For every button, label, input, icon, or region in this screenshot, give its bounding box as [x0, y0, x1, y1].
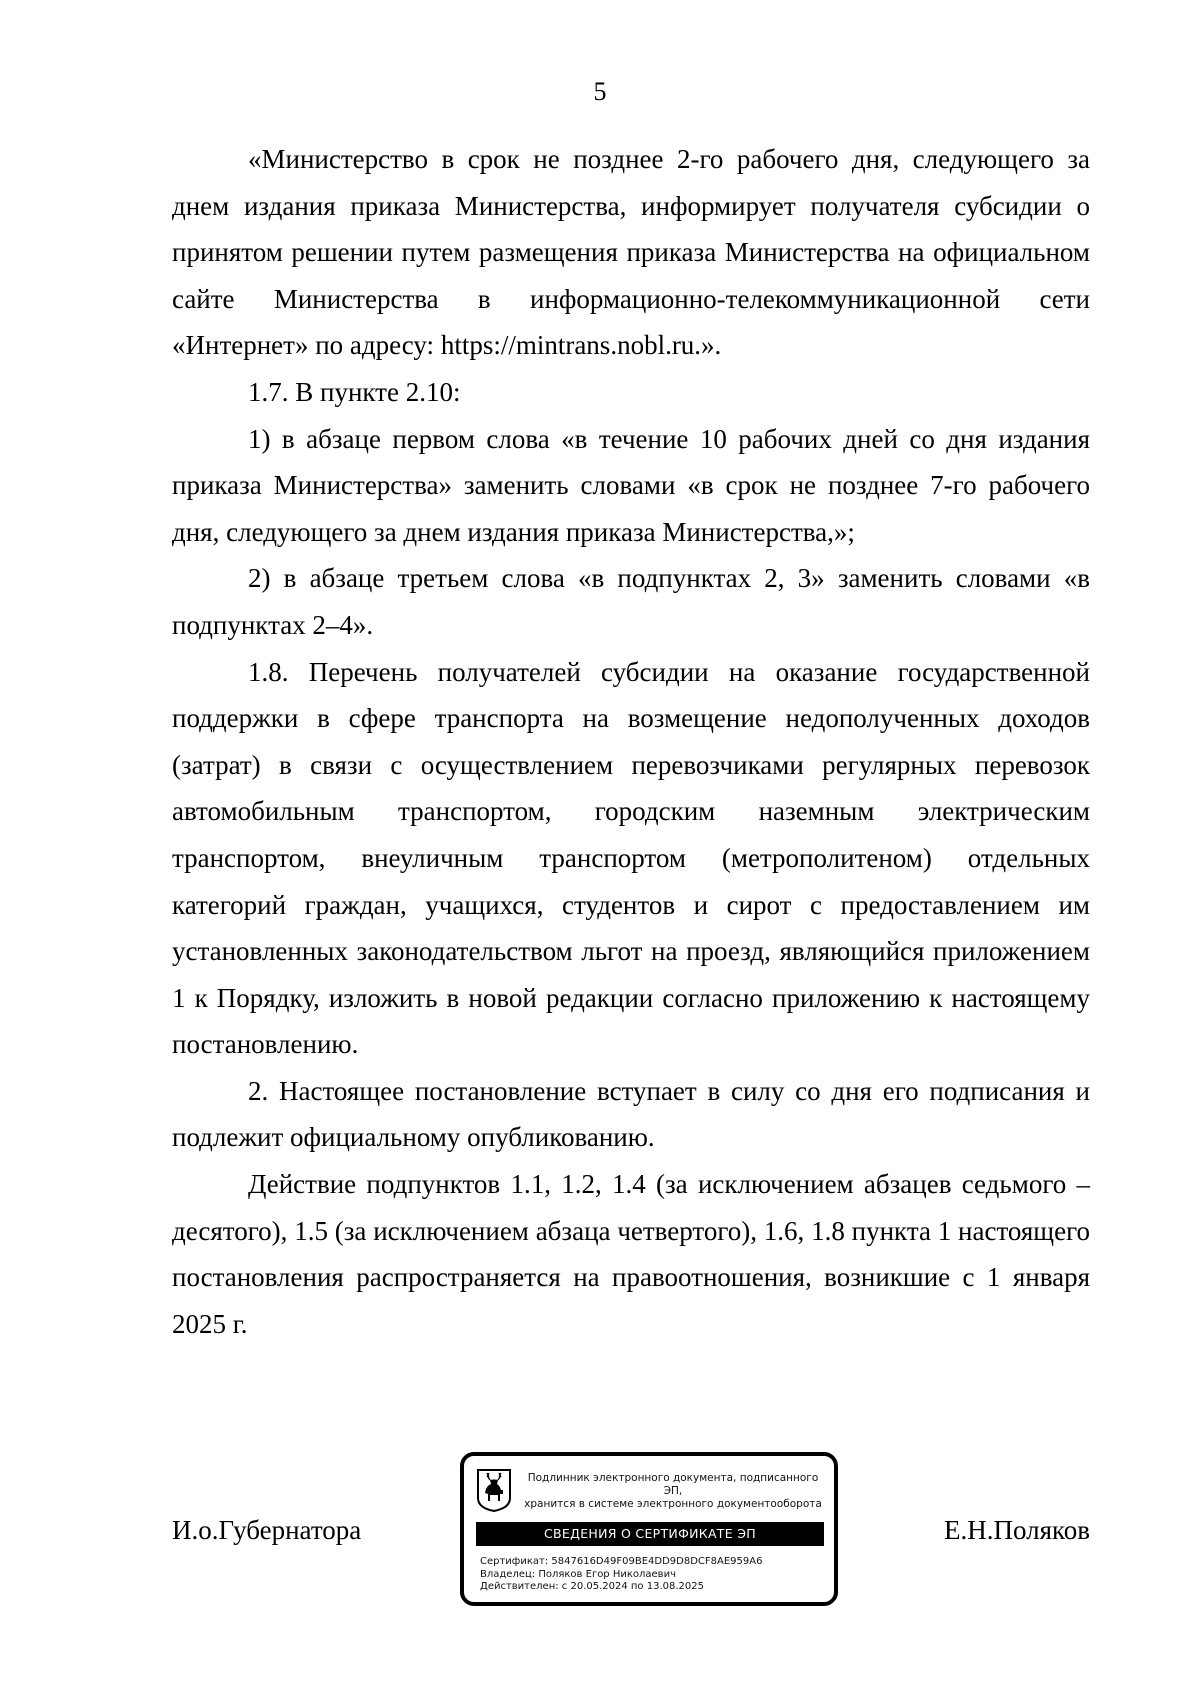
certificate-details	[480, 1556, 830, 1594]
deer-coat-of-arms-icon	[476, 1468, 512, 1512]
stamp-header-line: хранится в системе электронного документооборота	[524, 1498, 822, 1510]
signature-block	[172, 1452, 1090, 1612]
paragraph-item-2: 2. Настоящее постановление вступает в силу со дня его подписания и подлежит официальному опубликованию.	[172, 1075, 1090, 1153]
signatory-name: Е.Н.Поляков	[943, 1515, 1090, 1545]
paragraph-ministry-notice: «Министерство в срок не позднее 2-го рабочего дня, следующего за днем издания приказа Министерства, информирует получателя субсидии о принятом решении путем размещения приказа Министерства на официальном сайте Министерства в информационно-телекоммуникационной сети «Интернет» по адресу: https://mintrans.nobl.ru.».	[172, 144, 1090, 361]
certificate-validity: Действителен: с 20.05.2024 по 13.08.2025	[480, 1581, 704, 1592]
certificate-owner: Владелец: Поляков Егор Николаевич	[480, 1568, 676, 1580]
signatory-title: И.о.Губернатора	[172, 1515, 362, 1545]
certificate-number: Сертификат: 5847616D49F09BE4DD9D8DCF8AE959A6	[480, 1556, 763, 1567]
paragraph-item-1-7-1: 1) в абзаце первом слова «в течение 10 рабочих дней со дня издания приказа Министерства» заменить словами «в срок не позднее 7-го рабочего дня, следующего за днем издания приказа Министерства,»;	[172, 423, 1090, 547]
document-body	[172, 136, 1090, 1347]
stamp-header-line: Подлинник электронного документа, подписанного ЭП,	[527, 1472, 819, 1497]
page-number: 5	[593, 77, 607, 106]
paragraph-item-1-7-2: 2) в абзаце третьем слова «в подпунктах 2, 3» заменить словами «в подпунктах 2–4».	[172, 563, 1090, 640]
paragraph-effective-clause: Действие подпунктов 1.1, 1.2, 1.4 (за исключением абзацев седьмого – десятого), 1.5 (за исключением абзаца четвертого), 1.6, 1.8 пункта 1 настоящего постановления распространяется на правоотношения, возникшие с 1 января 2025 г.	[172, 1169, 1090, 1339]
certificate-info-bar: СВЕДЕНИЯ О СЕРТИФИКАТЕ ЭП	[476, 1522, 824, 1546]
paragraph-item-1-8: 1.8. Перечень получателей субсидии на оказание государственной поддержки в сфере транспорта на возмещение недополученных доходов (затрат) в связи с осуществлением перевозчиками регулярных перевозок автомобильным транспортом, городским наземным электрическим транспортом, внеуличным транспортом (метрополитеном) отдельных категорий граждан, учащихся, студентов и сирот с предоставлением им установленных законодательством льгот на проезд, являющийся приложением 1 к Порядку, изложить в новой редакции согласно приложению к настоящему постановлению.	[172, 656, 1090, 1060]
electronic-signature-stamp	[460, 1452, 838, 1606]
stamp-header	[518, 1472, 828, 1511]
paragraph-item-1-7: 1.7. В пункте 2.10:	[248, 376, 461, 407]
